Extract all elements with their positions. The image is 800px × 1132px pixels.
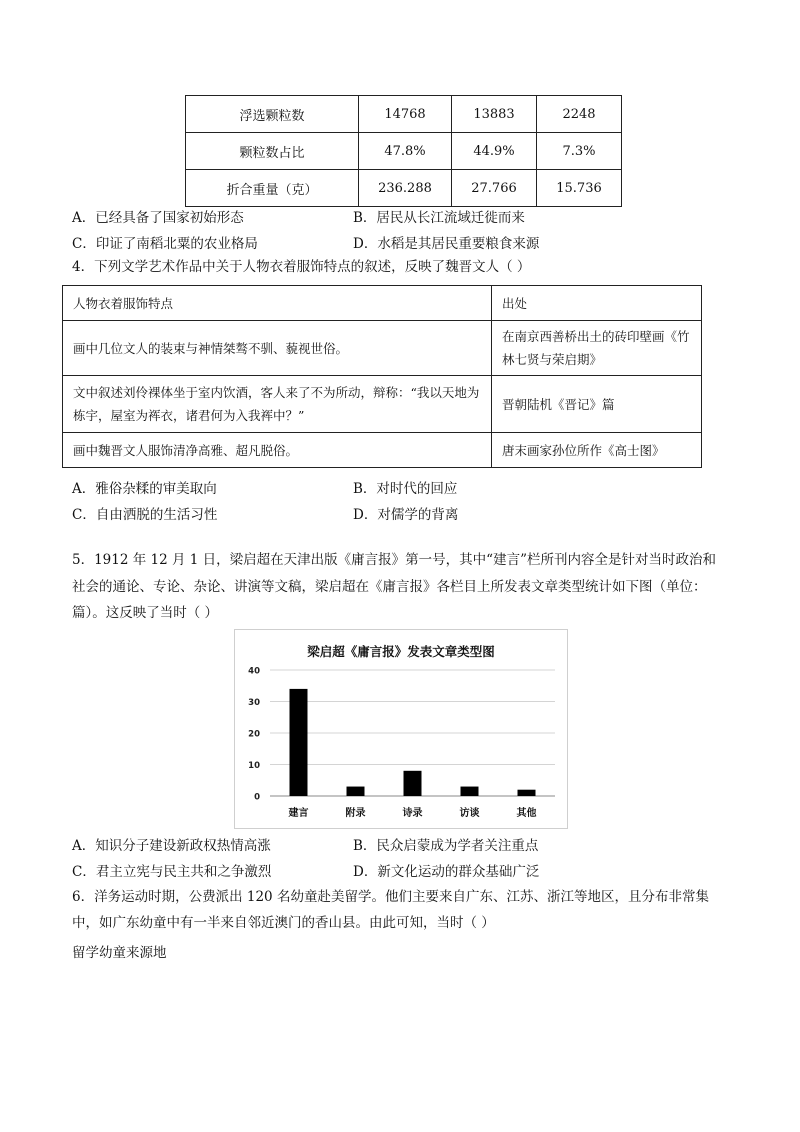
- table-cell: 44.9%: [452, 133, 537, 170]
- q5-option-b: B．民众启蒙成为学者关注重点: [353, 838, 539, 854]
- q4-option-b: B．对时代的回应: [353, 481, 458, 497]
- bar-附录: [347, 787, 365, 796]
- q6-stem: 6．洋务运动时期，公费派出 120 名幼童赴美留学。他们主要来自广东、江苏、浙江等地区，且分布非常集中，如广东幼童中有一半来自邻近澳门的香山县。由此可知，当时（ ）: [72, 889, 709, 931]
- row-label: 颗粒数占比: [186, 133, 359, 170]
- grain-table: [185, 95, 622, 207]
- q4-option-c: C．自由洒脱的生活习性: [72, 507, 218, 523]
- table-cell: 27.766: [452, 170, 537, 207]
- table-cell: 唐末画家孙位所作《高士图》: [492, 433, 702, 468]
- table-row: [63, 433, 702, 468]
- bar-访谈: [461, 787, 479, 796]
- header-source: 出处: [492, 286, 702, 321]
- bar-诗录: [404, 771, 422, 796]
- table-cell: 47.8%: [359, 133, 452, 170]
- table-row: [63, 376, 702, 433]
- table-row: [186, 96, 622, 133]
- bar-chart: [234, 629, 568, 829]
- row-label: 折合重量（克）: [186, 170, 359, 207]
- table-row: [63, 286, 702, 321]
- x-tick-label: 诗录: [402, 808, 423, 819]
- y-tick-label: 40: [248, 666, 260, 677]
- chart-title: 梁启超《庸言报》发表文章类型图: [307, 644, 495, 659]
- bar-其他: [518, 790, 536, 796]
- x-tick-label: 访谈: [459, 808, 480, 819]
- header-feature: 人物衣着服饰特点: [63, 286, 492, 321]
- clothing-table: [62, 285, 702, 468]
- table-row: [186, 133, 622, 170]
- q5-option-a: A．知识分子建设新政权热情高涨: [72, 838, 271, 854]
- table-cell: 14768: [359, 96, 452, 133]
- x-tick-label: 建言: [288, 808, 309, 819]
- q3-option-d: D．水稻是其居民重要粮食来源: [353, 236, 540, 252]
- table-cell: 13883: [452, 96, 537, 133]
- q5-option-c: C．君主立宪与民主共和之争激烈: [72, 864, 272, 880]
- table-cell: 在南京西善桥出土的砖印壁画《竹林七贤与荣启期》: [492, 321, 702, 376]
- y-tick-label: 20: [248, 729, 260, 740]
- q6-subtitle: 留学幼童来源地: [72, 945, 167, 961]
- x-tick-label: 其他: [516, 808, 537, 819]
- table-cell: 15.736: [537, 170, 622, 207]
- q5-stem: 5．1912 年 12 月 1 日，梁启超在天津出版《庸言报》第一号，其中“建言”栏所刊内容全是针对当时政治和社会的通论、专论、杂论、讲演等文稿，梁启超在《庸言报》各栏目上所发表文章类型统计如下图（单位：篇）。这反映了当时（ ）: [72, 552, 716, 621]
- bar-建言: [290, 689, 308, 796]
- x-tick-label: 附录: [345, 808, 366, 819]
- table-row: [63, 321, 702, 376]
- q5-option-d: D．新文化运动的群众基础广泛: [353, 864, 540, 880]
- y-tick-label: 0: [254, 792, 260, 803]
- q4-option-a: A．雅俗杂糅的审美取向: [72, 481, 217, 497]
- q4-option-d: D．对儒学的背离: [353, 507, 459, 523]
- q3-option-b: B．居民从长江流域迁徙而来: [353, 210, 525, 226]
- y-tick-label: 30: [248, 698, 260, 708]
- table-cell: 晋朝陆机《晋记》篇: [492, 376, 702, 433]
- row-label: 浮选颗粒数: [186, 96, 359, 133]
- table-cell: 7.3%: [537, 133, 622, 170]
- q3-option-c: C．印证了南稻北粟的农业格局: [72, 236, 258, 252]
- table-cell: 画中魏晋文人服饰清净高雅、超凡脱俗。: [63, 433, 492, 468]
- table-cell: 文中叙述刘伶裸体坐于室内饮酒，客人来了不为所动，辩称：“我以天地为栋宇，屋室为裈衣，诸君何为入我裈中？”: [63, 376, 492, 433]
- table-cell: 画中几位文人的装束与神情桀骜不驯、藐视世俗。: [63, 321, 492, 376]
- table-cell: 2248: [537, 96, 622, 133]
- q3-option-a: A．已经具备了国家初始形态: [72, 210, 244, 226]
- chart-svg: [235, 630, 567, 828]
- y-tick-label: 10: [248, 761, 260, 771]
- q4-stem: 4．下列文学艺术作品中关于人物衣着服饰特点的叙述，反映了魏晋文人（ ）: [72, 259, 531, 275]
- table-cell: 236.288: [359, 170, 452, 207]
- table-row: [186, 170, 622, 207]
